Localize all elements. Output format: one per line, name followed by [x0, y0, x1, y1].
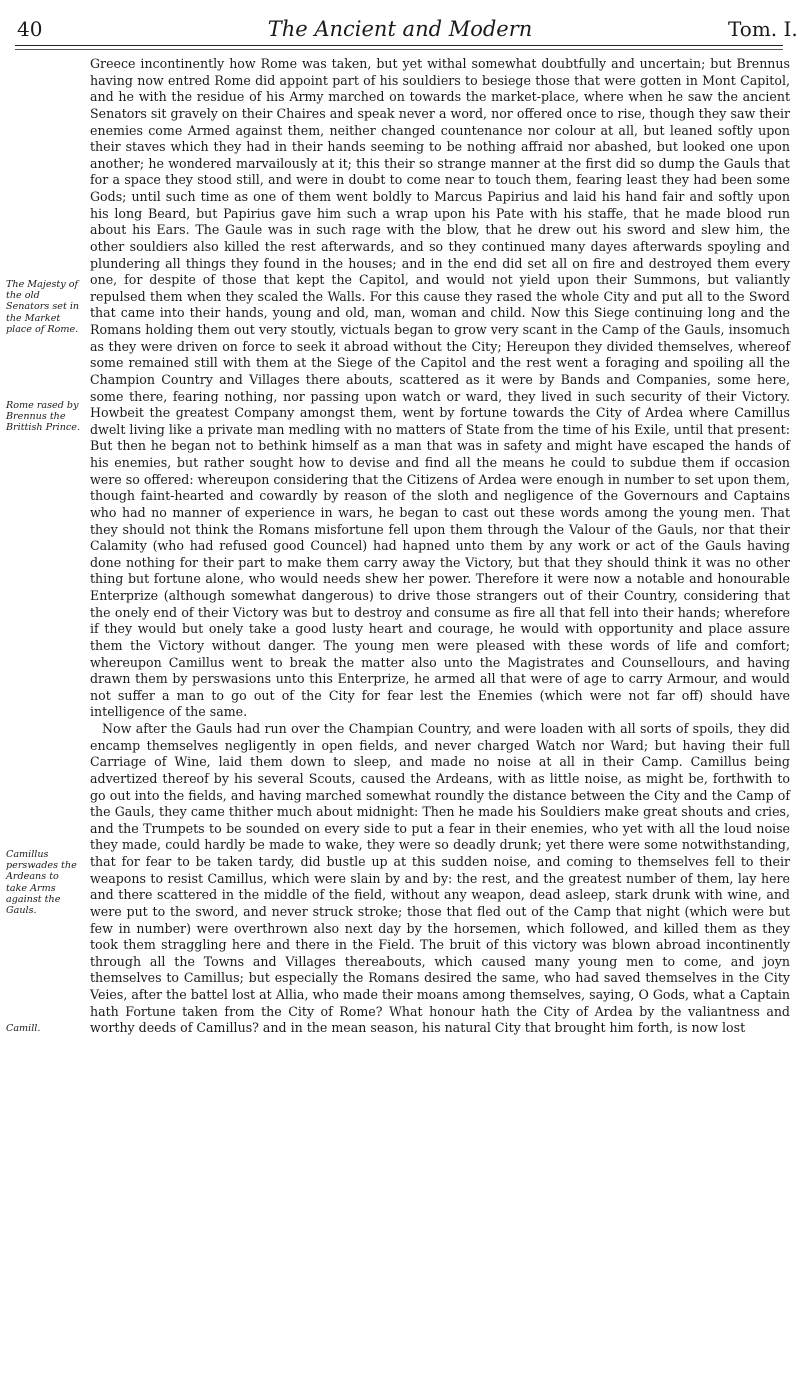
- page-number: 40: [17, 17, 43, 41]
- margin-note-rome-rased: Rome rased by Brennus the Brittish Prince.: [6, 400, 81, 434]
- running-title: The Ancient and Modern: [267, 17, 533, 41]
- paragraph-2: Now after the Gauls had run over the Champian Country, and were loaden with all sorts of spoils, they did encamp themselves negligently in open fields, and never charged Watch nor Ward; but having their full Carriage of Wine, laid them down to sleep, and made no noise at all in their Camp. Camillus being advertized thereof by his several Scouts, caused the Ardeans, with as little noise, as might be, forthwith to go out into the fields, and having marched somewhat roundly the distance between the City and the Camp of the Gauls, they came thither much about midnight: Then he made his Souldiers make great shouts and cries, and the Trumpets to be sounded on every side to put a fear in their enemies, who yet with all the loud noise they made, could hardly be made to wake, they were so deadly drunk; yet there were some notwithstanding, that for fear to be taken tardy, did bustle up at this sudden noise, and coming to themselves fell to their weapons to resist Camillus, which were slain by and by: the rest, and the greatest number of them, lay here and there scattered in the middle of the field, without any weapon, dead asleep, stark drunk with wine, and were put to the sword, and never struck stroke; those that fled out of the Camp that night (which were but few in number) were overthrown also next day by the horsemen, which followed, and killed them as they took them straggling here and there in the Field. The bruit of this victory was blown abroad incontinently through all the Towns and Villages thereabouts, which caused many young men to come, and joyn themselves to Camillus; but especially the Romans desired the same, who had saved themselves in the City Veies, after the battel lost at Allia, who made their moans among themselves, saying, O Gods, what a Captain hath Fortune taken from the City of Rome? What honour hath the City of Ardea by the valiantness and worthy deeds of Camillus? and in the mean season, his natural City that brought him forth, is now lost: [90, 721, 790, 1036]
- paragraph-1: Greece incontinently how Rome was taken, but yet withal somewhat doubtfully and uncertain; but Brennus having now entred Rome did appoint part of his souldiers to besiege those that were gotten in Mont Capitol, and he with the residue of his Army marched on towards the market-place, where when he saw the ancient Senators sit gravely on their Chaires and speak never a word, nor offered once to rise, though they saw their enemies come Armed against them, neither changed countenance nor colour at all, but leaned softly upon their staves which they had in their hands seeming to be nothing affraid nor abashed, but looked one upon another; he wondered marvailously at it; this their so strange manner at the first did so dump the Gauls that for a space they stood still, and were in doubt to come near to touch them, fearing least they had been some Gods; until such time as one of them went boldly to Marcus Papirius and laid his hand fair and softly upon his long Beard, but Papirius gave him such a wrap upon his Pate with his staffe, that he made blood run about his Ears. The Gaule was in such rage with the blow, that he drew out his sword and slew him, the other souldiers also killed the rest afterwards, and so they continued many dayes afterwards spoyling and plundering all things they found in the houses; and in the end did set all on fire and destroyed them every one, for despite of those that kept the Capitol, and would not yield upon their Summons, but valiantly repulsed them when they scaled the Walls. For this cause they rased the whole City and put all to the Sword that came into their hands, young and old, man, woman and child. Now this Siege continuing long and the Romans holding them out very stoutly, victuals began to grow very scant in the Camp of the Gauls, insomuch as they were driven on force to seek it abroad without the City; Hereupon they divided themselves, whereof some remained still with them at the Siege of the Capitol and the rest went a foraging and spoiling all the Champion Country and Villages there abouts, scattered as it were by Bands and Companies, some here, some there, fearing nothing, nor passing upon watch or ward, they lived in such security of their Victory. Howbeit the greatest Company amongst them, went by fortune towards the City of Ardea where Camillus dwelt living like a private man medling with no matters of State from the time of his Exile, until that present: But then he began not to bethink himself as a man that was in safety and might have escaped the hands of his enemies, but rather sought how to devise and find all the means he could to subdue them if occasion were so offered: whereupon considering that the Citizens of Ardea were enough in number to set upon them, though faint-hearted and cowardly by reason of the sloth and negligence of the Governours and Captains who had no manner of experience in wars, he began to cast out these words among the young men. That they should not think the Romans misfortune fell upon them through the Valour of the Gauls, nor that their Calamity (who had refused good Councel) had hapned unto them by any work or act of the Gauls having done nothing for their part to make them carry away the Victory, but that they should think it was no other thing but fortune alone, who would needs shew her power. Therefore it were now a notable and honourable Enterprize (although somewhat dangerous) to drive those strangers out of their Country, considering that the onely end of their Victory was but to destroy and consume as fire all that fell into their hands; wherefore if they would but onely take a good lusty heart and courage, he would with opportunity and place assure them the Victory without danger. The young men were pleased with these words of life and comfort; whereupon Camillus went to break the matter also unto the Magistrates and Counsellours, and having drawn them by perswasions unto this Enterprize, he armed all that were of age to carry Armour, and would not suffer a man to go out of the City for fear lest the Enemies (which were not far off) should have intelligence of the same.: [90, 56, 790, 720]
- body-text: [90, 56, 790, 1037]
- margin-note-camill: Camill.: [6, 1023, 41, 1034]
- margin-note-majesty: The Majesty of the old Senators set in the Market place of Rome.: [6, 279, 80, 335]
- volume-label: Tom. I.: [728, 17, 798, 41]
- header-rule-thin: [15, 49, 783, 50]
- margin-note-camillus-perswades: Camillus perswades the Ardeans to take Arms against the Gauls.: [6, 849, 77, 917]
- header-rule: [15, 45, 783, 46]
